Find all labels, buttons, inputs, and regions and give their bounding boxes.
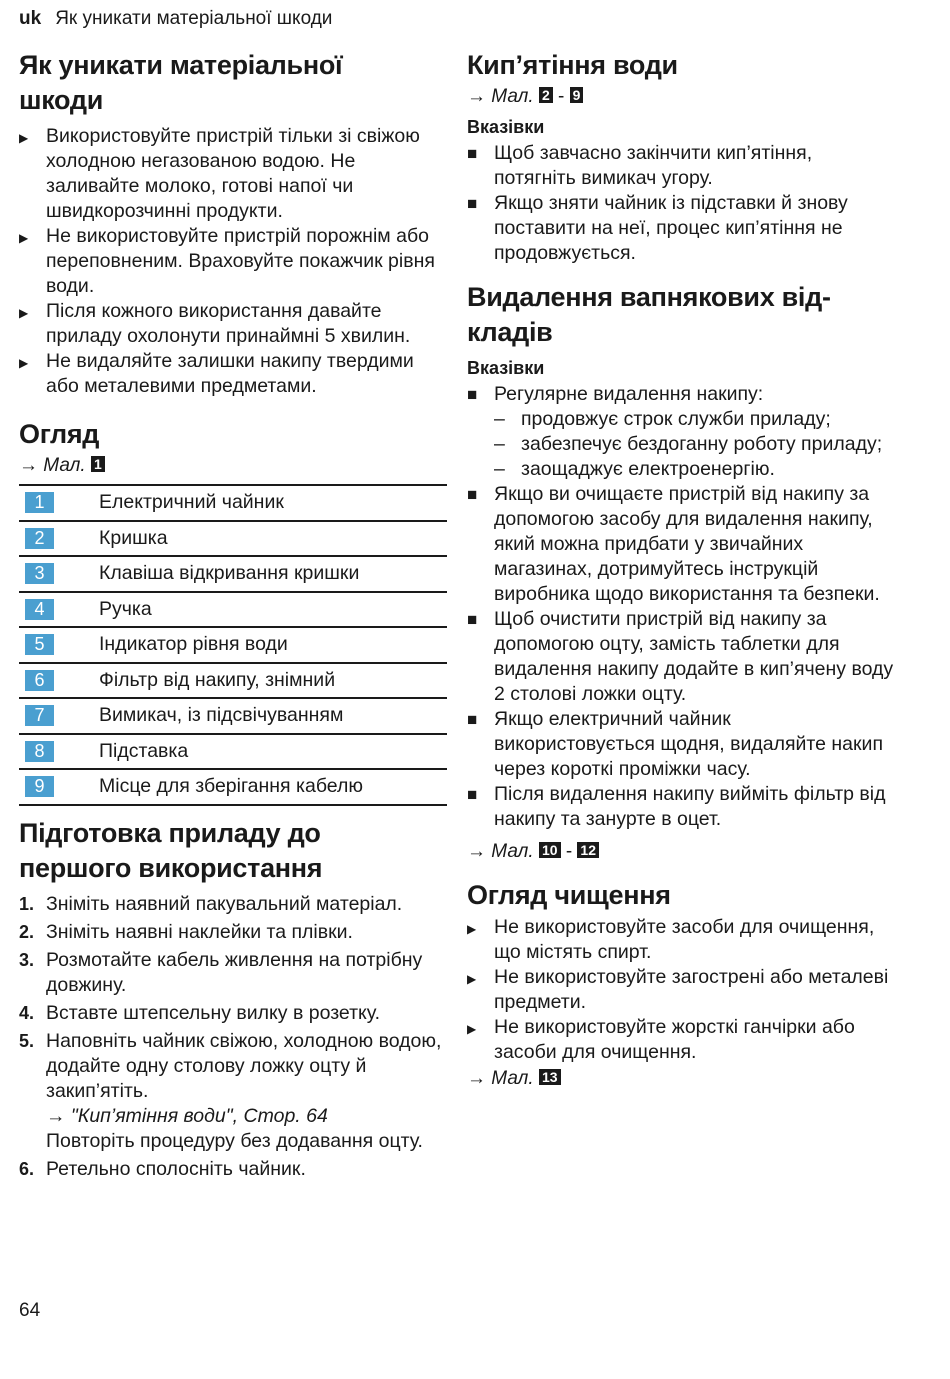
figure-reference: → Мал. 1 — [19, 454, 447, 478]
part-label: Ручка — [99, 597, 152, 620]
list-item: ■ Після видалення накипу вийміть фільтр від накипу та занурте в оцет. — [467, 783, 886, 830]
notes-heading: Вказівки — [467, 117, 545, 137]
left-column — [19, 48, 447, 1185]
boil-section — [467, 48, 897, 266]
bullet-square-icon: ■ — [467, 194, 478, 213]
part-number: 8 — [25, 741, 54, 762]
list-item: ■ Щоб очистити пристрій від накипу за допомогою оцту, замість таблетки для видалення накипу додайте в кип’ячену воду 2 столові ложки оцту. — [467, 608, 894, 705]
figure-badge: 10 — [539, 842, 561, 858]
cross-reference-link[interactable]: → "Кип’ятіння води", Стор. 64 — [46, 1104, 328, 1127]
part-label: Місце для зберігання кабелю — [99, 775, 363, 798]
language-code: uk — [19, 8, 42, 29]
prep-heading: Підготовка приладу до першого використання — [19, 817, 323, 883]
part-label: Індикатор рівня води — [99, 633, 288, 656]
list-item: ▶ Не видаляйте залишки накипу твердими або металевими предметами. — [19, 350, 414, 397]
list-item: ▶ Не використовуйте пристрій порожнім або переповненим. Враховуйте покажчик рівня води. — [19, 225, 435, 297]
dash-bullet-icon: – — [494, 458, 505, 480]
header-title: Як уникати матеріальної шкоди — [55, 8, 333, 29]
overview-heading: Огляд — [19, 419, 100, 449]
damage-list — [19, 124, 447, 399]
list-item: 1. Зніміть наявний пакувальний матеріал. — [19, 892, 403, 915]
table-row — [19, 521, 447, 557]
table-row — [19, 734, 447, 770]
part-label: Фільтр від накипу, знімний — [99, 668, 336, 691]
cleaning-section — [467, 878, 897, 1091]
list-item: ▶ Не використовуйте засоби для очищення, що містять спирт. — [467, 916, 875, 963]
bullet-triangle-icon: ▶ — [467, 1022, 477, 1036]
bullet-square-icon: ■ — [467, 610, 478, 629]
cleaning-heading: Огляд чищення — [467, 880, 671, 910]
descale-heading: Видалення вапнякових від- кладів — [467, 282, 831, 347]
list-item: – продовжує строк служби приладу; — [494, 408, 831, 430]
list-item: ▶ Використовуйте пристрій тільки зі свіжою холодною негазованою водою. Не заливайте молоко, готові напої чи швидкорозчинні продукти. — [19, 125, 420, 222]
figure-badge: 9 — [570, 87, 584, 103]
figure-badge: 12 — [577, 842, 599, 858]
part-number: 1 — [25, 492, 54, 513]
boil-heading: Кип’ятіння води — [467, 50, 678, 80]
figure-reference: → Мал. 10 - 12 — [467, 840, 897, 864]
figure-reference: → Мал. 13 — [467, 1067, 897, 1091]
part-number: 4 — [25, 599, 54, 620]
bullet-triangle-icon: ▶ — [19, 131, 29, 145]
list-item: 2. Зніміть наявні наклейки та плівки. — [19, 920, 353, 943]
part-label: Підставка — [99, 739, 189, 762]
table-row — [19, 556, 447, 592]
dash-bullet-icon: – — [494, 408, 505, 430]
list-item: ■ Регулярне видалення накипу: – продовжує строк служби приладу; – забезпечує бездоганну роботу приладу; – заощаджує електроенергію. — [467, 382, 897, 482]
list-item: 4. Вставте штепсельну вилку в розетку. — [19, 1001, 381, 1024]
list-item: – забезпечує бездоганну роботу приладу; — [494, 433, 883, 455]
part-label: Електричний чайник — [99, 491, 284, 514]
part-number: 6 — [25, 670, 54, 691]
notes-heading: Вказівки — [467, 358, 545, 378]
list-item: 3. Розмотайте кабель живлення на потрібну довжину. — [19, 948, 423, 996]
bullet-square-icon: ■ — [467, 144, 478, 163]
table-row — [19, 592, 447, 628]
prep-steps — [19, 892, 447, 1182]
page-number: 64 — [19, 1300, 41, 1321]
bullet-triangle-icon: ▶ — [19, 231, 29, 245]
prep-section — [19, 816, 447, 1182]
part-number: 9 — [25, 776, 54, 797]
list-item: ■ Якщо ви очищаєте пристрій від накипу за допомогою засобу для видалення накипу, який можна придбати у звичайних магазинах, дотримуйтесь інструкцій виробника щодо використання та безпеки. — [467, 483, 880, 605]
list-item: ■ Щоб завчасно закінчити кип’ятіння, потягніть вимикач угору. — [467, 142, 813, 189]
part-label: Вимикач, із підсвічуванням — [99, 704, 344, 727]
bullet-square-icon: ■ — [467, 710, 478, 729]
table-row — [19, 698, 447, 734]
damage-heading: Як уникати матеріальної шкоди — [19, 50, 343, 115]
damage-section — [19, 48, 447, 399]
parts-table — [19, 484, 447, 806]
descale-sublist — [494, 407, 897, 482]
bullet-triangle-icon: ▶ — [467, 922, 477, 936]
list-item: 5. Наповніть чайник свіжою, холодною водою, додайте одну столову ложку оцту й закип’ятіть. → "Кип’ятіння води", Стор. 64 Повторіть процедуру без додавання оцту. — [19, 1029, 442, 1152]
list-item: ▶ Не використовуйте загострені або металеві предмети. — [467, 966, 889, 1013]
table-row — [19, 627, 447, 663]
right-column — [467, 48, 897, 1097]
figure-badge: 1 — [91, 456, 105, 472]
list-item: ▶ Після кожного використання давайте приладу охолонути принаймні 5 хвилин. — [19, 300, 411, 347]
part-number: 2 — [25, 528, 54, 549]
part-number: 3 — [25, 563, 54, 584]
bullet-triangle-icon: ▶ — [19, 306, 29, 320]
page-header — [19, 8, 332, 30]
bullet-square-icon: ■ — [467, 485, 478, 504]
list-item: – заощаджує електроенергію. — [494, 458, 775, 480]
list-item: ■ Якщо зняти чайник із підставки й знову поставити на неї, процес кип’ятіння не продовжується. — [467, 192, 848, 264]
bullet-triangle-icon: ▶ — [19, 356, 29, 370]
list-item: 6. Ретельно сполосніть чайник. — [19, 1157, 306, 1180]
overview-section — [19, 417, 447, 806]
figure-badge: 13 — [539, 1069, 561, 1085]
table-row — [19, 485, 447, 521]
bullet-square-icon: ■ — [467, 785, 478, 804]
bullet-triangle-icon: ▶ — [467, 972, 477, 986]
boil-notes — [467, 141, 897, 266]
table-row — [19, 663, 447, 699]
dash-bullet-icon: – — [494, 433, 505, 455]
part-number: 7 — [25, 705, 54, 726]
descale-section — [467, 280, 897, 864]
part-label: Клавіша відкривання кришки — [99, 562, 360, 585]
figure-reference: → Мал. 2 - 9 — [467, 85, 897, 109]
bullet-square-icon: ■ — [467, 385, 478, 404]
table-row — [19, 769, 447, 805]
part-number: 5 — [25, 634, 54, 655]
cleaning-list — [467, 915, 897, 1065]
figure-badge: 2 — [539, 87, 553, 103]
list-item: ■ Якщо електричний чайник використовується щодня, видаляйте накип через короткі проміжки часу. — [467, 708, 884, 780]
list-item: ▶ Не використовуйте жорсткі ганчірки або засоби для очищення. — [467, 1016, 855, 1063]
descale-notes — [467, 382, 897, 832]
part-label: Кришка — [99, 526, 168, 549]
